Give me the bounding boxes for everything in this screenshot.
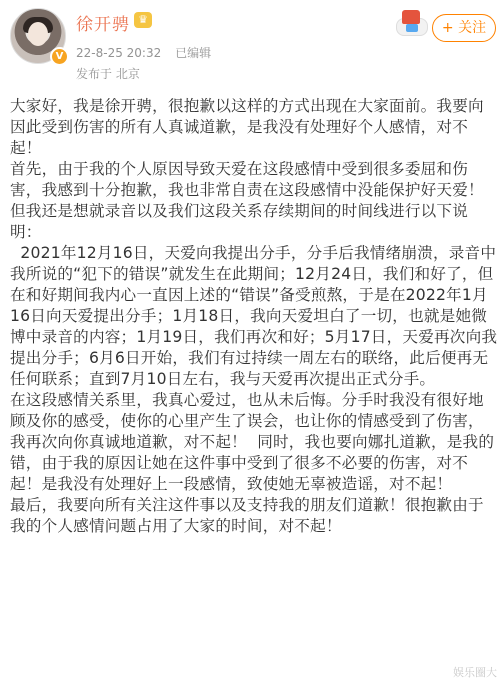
post-paragraph: 首先，由于我的个人原因导致天爱在这段感情中受到很多委屈和伤害，我感到十分抱歉，我也非常自责在这段感情中没能保护好天爱！但我还是想就录音以及我们这段关系存续期间的时间线进行以下说明： <box>10 160 484 241</box>
edited-label[interactable]: 已编辑 <box>175 46 212 60</box>
post-header <box>0 0 503 92</box>
post-paragraph: 大家好，我是徐开骋，很抱歉以这样的方式出现在大家面前。我要向因此受到伤害的所有人真诚道歉，是我没有处理好个人感情，对不起！ <box>10 97 484 157</box>
verified-badge-icon: V <box>50 47 69 66</box>
post-meta <box>76 44 221 61</box>
follow-button[interactable]: + 关注 <box>432 14 496 42</box>
post-location: 发布于 北京 <box>76 67 140 81</box>
decoration-top-icon <box>402 10 420 24</box>
username[interactable]: 徐开骋 <box>76 15 130 35</box>
post-paragraph: 在这段感情关系里，我真心爱过，也从未后悔。分手时我没有很好地顾及你的感受，使你的心里产生了误会，也让你的情感受到了伤害，我再次向你真诚地道歉，对不起！ 同时，我也要向娜扎道歉，是我的错，由于我的原因让她在这件事中受到了很多不必要的伤害，对不起！是我没有处理好上一段感情，致使她无辜被造谣，对不起！ <box>10 391 495 493</box>
post-timestamp: 22-8-25 20:32 <box>76 46 162 60</box>
decoration-card-icon[interactable] <box>394 6 428 40</box>
post-paragraph: 最后，我要向所有关注这件事以及支持我的朋友们道歉！很抱歉由于我的个人感情问题占用了大家的时间，对不起！ <box>10 496 484 535</box>
decoration-accent-icon <box>406 24 418 32</box>
avatar-face <box>28 22 48 46</box>
post-paragraph: 2021年12月16日，天爱向我提出分手，分手后我情绪崩溃，录音中我所说的“犯下的错误”就发生在此期间；12月24日，我们和好了，但在和好期间我内心一直因上述的“错误”备受煎熬，于是在2022年1月16日向天爱提出分手；1月18日，我向天爱坦白了一切，也就是她微博中录音的内容；1月19日，我们再次和好；5月17日，天爱再次向我提出分手；6月6日开始，我们有过持续一周左右的联络，此后便再无任何联系；直到7月10日左右，我与天爱再次提出正式分手。 <box>10 244 498 388</box>
watermark: 娱乐圈大 <box>453 666 497 679</box>
post-body <box>10 96 498 537</box>
crown-icon[interactable]: ♛ <box>134 12 152 28</box>
